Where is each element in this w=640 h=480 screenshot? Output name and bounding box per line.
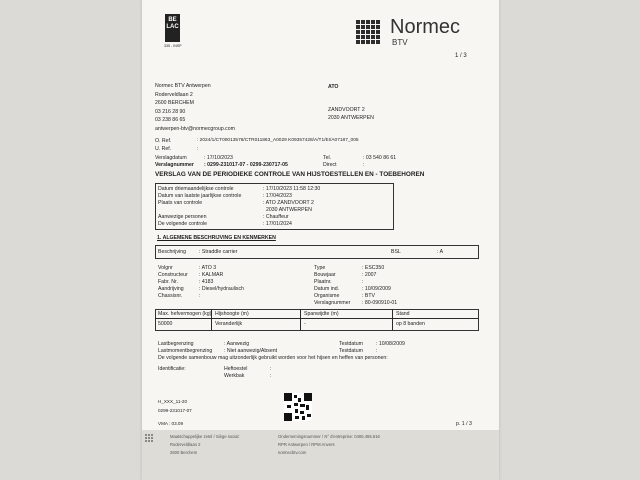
normec-grid-icon (356, 20, 382, 46)
spec-label: Chassisnr. (158, 293, 183, 299)
spec-value: : KALMAR (199, 272, 224, 278)
footer-text: Ondernemingsnummer / N° d'entreprise: 0406.455.616 (278, 434, 380, 439)
spec-label: Datum ind. (314, 286, 340, 292)
spec-value: : Diesel/hydraulisch (199, 286, 244, 292)
footer-text: Maatschappelijke zetel / Siège social: (170, 434, 240, 439)
control-label: Plaats van controle (158, 200, 203, 206)
control-value: : ATO ZANDVOORT 2 (263, 200, 314, 206)
footer-text: Roderveldlaan 2 (170, 442, 201, 447)
direct-label: Direct (323, 162, 337, 168)
sender-line: 03 238 86 65 (155, 117, 186, 123)
table-cell: - (304, 321, 306, 327)
sender-line: antwerpen-btv@normecgroup.com (155, 126, 235, 132)
spec-value: : (199, 293, 201, 299)
footer-text: normecbtv.com (278, 450, 307, 455)
ident-item-label: Werkbak (224, 373, 245, 379)
control-value: : Chauffeur (263, 214, 289, 220)
belac-line2: LAC (166, 24, 179, 30)
belac-code: 335 - INSP (164, 44, 182, 48)
sender-line: Roderveldlaan 2 (155, 92, 193, 98)
recipient-name: ATO (328, 84, 339, 90)
spec-value: : ESC350 (362, 265, 385, 271)
belac-logo (165, 14, 180, 50)
footer-text: RPR Antwerpen / RPM Anvers (278, 442, 335, 447)
bsl-label: BSL (391, 249, 401, 255)
control-value: 2030 ANTWERPEN (266, 207, 312, 213)
report-date-value: : 17/10/2023 (204, 155, 233, 161)
ident-item-label: Heftoestel (224, 366, 248, 372)
spec-value: : 4183 (199, 279, 214, 285)
spec-label: Type (314, 265, 326, 271)
recipient-line: ZANDVOORT 2 (328, 107, 365, 113)
table-cell: op 8 banden (396, 321, 425, 327)
belac-line1: BE (168, 17, 177, 23)
spec-label: Verslagnummer (314, 300, 351, 306)
sender-line: 03 216 28 90 (155, 109, 186, 115)
section-title: 1. ALGEMENE BESCHRIJVING EN KENMERKEN (157, 235, 276, 241)
brand-name: Normec (390, 16, 461, 38)
report-page (142, 0, 499, 480)
limiter-value: : Aanwezig (224, 341, 250, 347)
o-ref-label: O. Ref. (155, 138, 172, 144)
table-header: Spanwijdte (m) (304, 311, 339, 317)
spec-value: : (362, 279, 364, 285)
spec-value: : 2007 (362, 272, 377, 278)
direct-value: : (363, 162, 365, 168)
control-label: Datum driemaandelijkse controle (158, 186, 234, 192)
sender-line: Normec BTV Antwerpen (155, 83, 211, 89)
qr-code-icon (284, 393, 312, 421)
recipient-line: 2030 ANTWERPEN (328, 115, 374, 121)
bsl-value: : A (437, 249, 444, 255)
spec-label: Plaatnr. (314, 279, 332, 285)
report-date-label: Verslagdatum (155, 155, 187, 161)
u-ref-value: : (197, 146, 199, 152)
control-label: Aanwezige personen (158, 214, 207, 220)
control-label: Datum van laatste jaarlijkse controle (158, 193, 242, 199)
identification-label: Identificatie: (158, 366, 186, 372)
control-value: : 17/10/2023 11:58 12:30 (263, 186, 321, 192)
test-date-value: : (376, 348, 378, 354)
assembly-text: De volgende samenbouw mag uitzonderlijk gebruikt worden voor het hijsen en heffen van personen: (158, 355, 388, 361)
footer-code: H_XXX_11-20 (158, 399, 188, 404)
description-value: : Straddle carrier (199, 249, 238, 255)
control-value: : 17/04/2023 (263, 193, 292, 199)
test-date-label: Testdatum (339, 348, 363, 354)
spec-value: : ATO 3 (199, 265, 217, 271)
tel-value: : 03 540 86 61 (363, 155, 397, 161)
spec-value: : BTV (362, 293, 375, 299)
table-cell: 50000 (158, 321, 173, 327)
spec-label: Organisme (314, 293, 340, 299)
table-cell: Veranderlijk (215, 321, 243, 327)
control-label: De volgende controle (158, 221, 208, 227)
test-date-label: Testdatum (339, 341, 363, 347)
moment-limiter-value: : Niet aanwezig/Absent (224, 348, 278, 354)
limiter-label: Lastbegrenzing (158, 341, 194, 347)
sender-line: 2600 BERCHEM (155, 100, 194, 106)
footer-code: 0299-231017-07 (158, 408, 192, 413)
table-header: Stand (396, 311, 410, 317)
table-header: Max. hefvermogen (kg) (158, 311, 212, 317)
spec-label: Aandrijving (158, 286, 184, 292)
page-short: p. 1 / 3 (456, 421, 472, 427)
page-number: 1 / 3 (455, 53, 467, 59)
u-ref-label: U. Ref. (155, 146, 172, 152)
spec-label: Volgnr (158, 265, 173, 271)
report-title: VERSLAG VAN DE PERIODIEKE CONTROLE VAN HIJSTOESTELLEN EN - TOEBEHOREN (155, 171, 425, 178)
spec-label: Bouwjaar (314, 272, 336, 278)
ident-item-value: : (270, 366, 272, 372)
description-label: Beschrijving (158, 249, 186, 255)
table-header: Hijshoogte (m) (215, 311, 249, 317)
report-number-value: : 0299-231017-07 - 0299-230717-05 (204, 162, 288, 168)
normec-mark-icon (145, 434, 157, 448)
spec-label: Constructeur (158, 272, 188, 278)
brand-sub: BTV (392, 38, 408, 47)
o-ref-value: : 2024/1/CT00013578/CTR011863_A0029 K09357428/A/T1/EI/A07187_005 (197, 138, 359, 143)
tel-label: Tel. (323, 155, 332, 161)
spec-value: : 80-090910-01 (362, 300, 398, 306)
footer-text: 2600 Berchem (170, 450, 198, 455)
footer-code: VMA : 03.09 (158, 421, 184, 426)
ident-item-value: : (270, 373, 272, 379)
moment-limiter-label: Lastmomentbegrenzing (158, 348, 213, 354)
spec-label: Fabr. Nr. (158, 279, 178, 285)
spec-value: : 10/09/2009 (362, 286, 391, 292)
control-value: : 17/01/2024 (263, 221, 292, 227)
report-number-label: Verslagnummer (155, 162, 194, 168)
test-date-value: : 10/08/2009 (376, 341, 405, 347)
